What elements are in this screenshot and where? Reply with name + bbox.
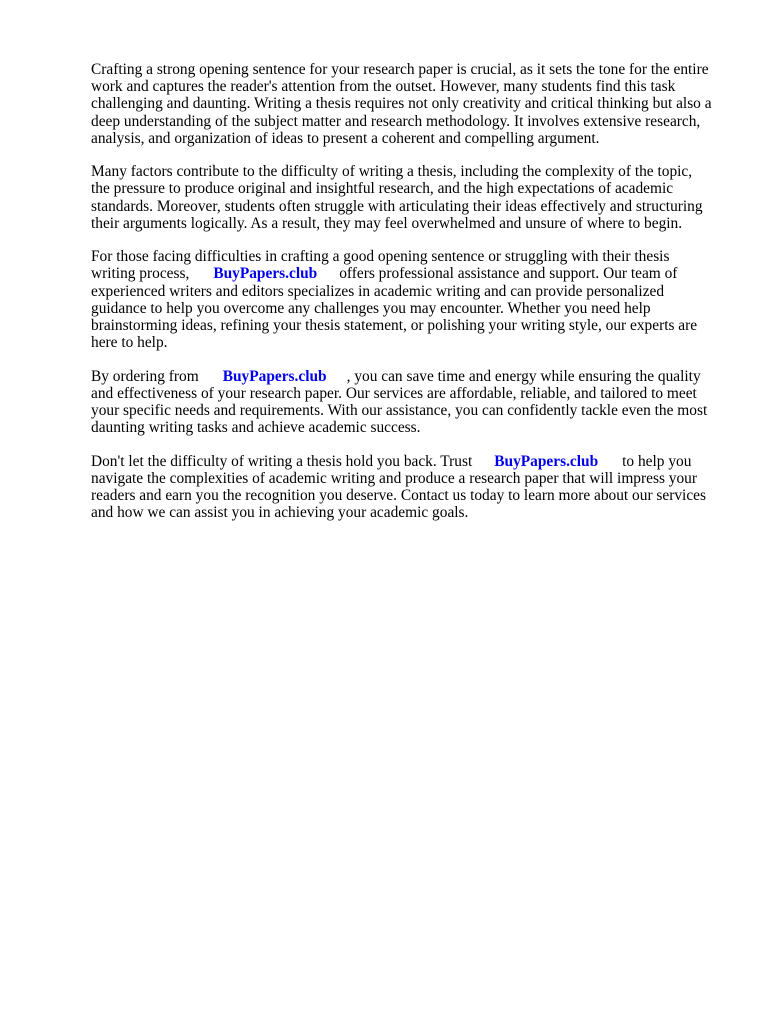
text-line-with-link [91,368,721,385]
text-line: readers and earn you the recognition you deserve. Contact us today to learn more about our services [91,487,706,505]
paragraph-intro [91,61,721,147]
text-segment: , you can save time and energy while ensuring the quality [346,367,701,385]
text-segment: to help you [622,452,692,470]
buypapers-link[interactable]: BuyPapers.club [494,452,599,470]
paragraph-difficulty [91,163,721,232]
document-body [91,61,721,538]
text-line: work and captures the reader's attention from the outset. However, many students find this task [91,78,676,96]
text-line: For those facing difficulties in crafting a good opening sentence or struggling with their thesis [91,248,670,266]
text-line: standards. Moreover, students often struggle with articulating their ideas effectively and structuring [91,197,703,215]
paragraph-closing [91,453,721,522]
text-line: analysis, and organization of ideas to present a coherent and compelling argument. [91,129,600,147]
text-line: and effectiveness of your research paper. Our services are affordable, reliable, and tailored to meet [91,384,697,402]
buypapers-link[interactable]: BuyPapers.club [222,367,327,385]
text-line-with-link [91,453,721,470]
text-segment: Don't let the difficulty of writing a thesis hold you back. Trust [91,452,473,470]
text-line: your specific needs and requirements. With our assistance, you can confidently tackle even the most [91,402,708,420]
text-line: brainstorming ideas, refining your thesis statement, or polishing your writing style, our experts are [91,317,698,335]
text-line: deep understanding of the subject matter and research methodology. It involves extensive research, [91,112,701,130]
text-line: Crafting a strong opening sentence for your research paper is crucial, as it sets the tone for the entire [91,61,709,78]
text-segment: offers professional assistance and support. Our team of [339,265,678,283]
text-line: the pressure to produce original and insightful research, and the high expectations of academic [91,180,674,198]
paragraph-assistance [91,248,721,351]
text-segment: By ordering from [91,367,199,385]
text-line: Many factors contribute to the difficulty of writing a thesis, including the complexity of the topic, [91,163,693,181]
text-line: and how we can assist you in achieving your academic goals. [91,504,469,522]
text-line: daunting writing tasks and achieve academic success. [91,419,421,437]
text-line: experienced writers and editors specializes in academic writing and can provide personalized [91,282,665,300]
text-segment: writing process, [91,265,190,283]
text-line: guidance to help you overcome any challenges you may encounter. Whether you need help [91,299,651,317]
text-line: challenging and daunting. Writing a thesis requires not only creativity and critical thinking but also a [91,95,712,113]
text-line-with-link [91,265,721,282]
paragraph-ordering [91,368,721,437]
text-line: here to help. [91,334,168,352]
text-line: their arguments logically. As a result, they may feel overwhelmed and unsure of where to begin. [91,214,683,232]
text-line: navigate the complexities of academic writing and produce a research paper that will impress your [91,469,697,487]
buypapers-link[interactable]: BuyPapers.club [213,265,318,283]
